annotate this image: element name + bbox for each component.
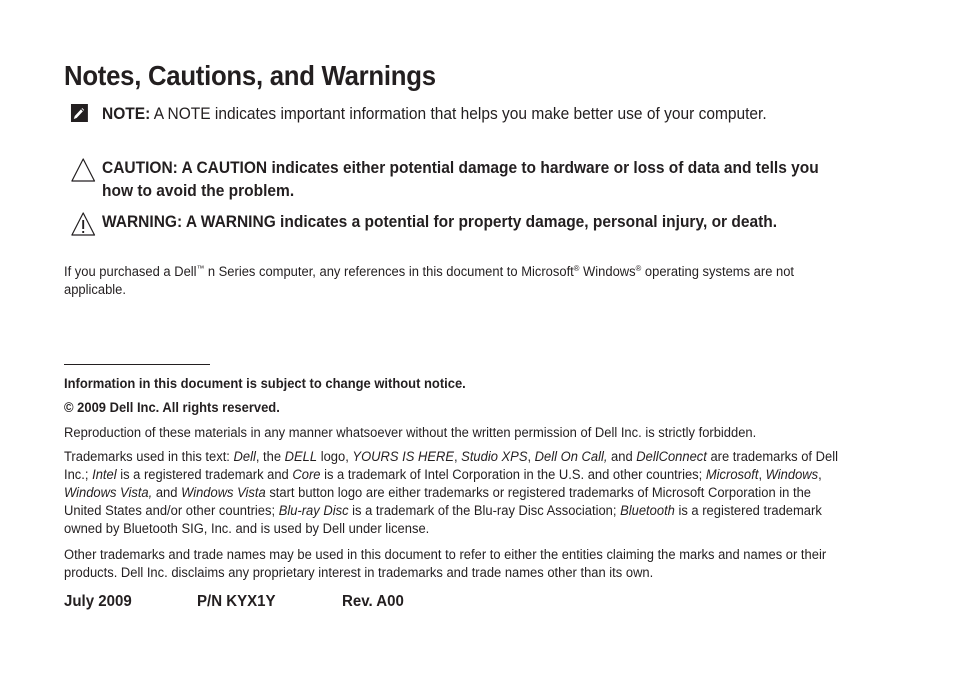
tm-italic: Windows Vista bbox=[181, 485, 266, 500]
warning-block bbox=[102, 211, 826, 234]
tm-text: is a registered trademark and bbox=[116, 467, 293, 482]
trademark-symbol: ™ bbox=[196, 264, 205, 273]
page-title: Notes, Cautions, and Warnings bbox=[64, 60, 436, 91]
tm-text: and bbox=[152, 485, 182, 500]
tm-italic: Windows bbox=[765, 467, 819, 482]
part-number: P/N KYX1Y bbox=[197, 593, 276, 610]
registered-symbol: ® bbox=[635, 264, 642, 273]
caution-triangle-icon bbox=[70, 157, 96, 190]
tm-italic: Microsoft bbox=[705, 467, 759, 482]
tm-text: start button logo are either trademarks or registered trademarks of Microsoft Corporation in the United States and/or other countries; bbox=[64, 485, 812, 518]
revision: Rev. A00 bbox=[342, 593, 404, 610]
tm-italic: Bluetooth bbox=[620, 503, 675, 518]
tm-text: , bbox=[453, 449, 462, 464]
other-trademarks-notice: Other trademarks and trade names may be used in this document to refer to either the entities claiming the marks and names or their products. Dell Inc. disclaims any proprietary interest in trademarks and trade names other than its own. bbox=[64, 547, 827, 580]
reproduction-notice: Reproduction of these materials in any manner whatsoever without the written permission of Dell Inc. is strictly forbidden. bbox=[64, 425, 757, 440]
trademarks-paragraph bbox=[64, 448, 851, 538]
registered-symbol: ® bbox=[573, 264, 580, 273]
publication-date: July 2009 bbox=[64, 593, 132, 610]
tm-italic: Windows Vista, bbox=[64, 485, 153, 500]
tm-italic: Studio XPS bbox=[461, 449, 528, 464]
tm-text: is a trademark of Intel Corporation in the U.S. and other countries; bbox=[320, 467, 706, 482]
tm-italic: DELL bbox=[284, 449, 318, 464]
tm-italic: DellConnect bbox=[636, 449, 707, 464]
caution-text: CAUTION: A CAUTION indicates either potential damage to hardware or loss of data and tells you how to avoid the problem. bbox=[102, 159, 819, 200]
warning-exclamation-triangle-icon bbox=[70, 211, 96, 244]
note-text: A NOTE indicates important information that helps you make better use of your computer. bbox=[153, 105, 767, 123]
tm-italic: Dell bbox=[233, 449, 256, 464]
tm-italic: Blu-ray Disc bbox=[278, 503, 349, 518]
purchase-text: If you purchased a Dell bbox=[64, 264, 197, 279]
tm-text: , the bbox=[255, 449, 285, 464]
tm-text: is a registered trademark owned by Bluetooth SIG, Inc. and is used by Dell under license. bbox=[64, 503, 822, 536]
change-notice: Information in this document is subject to change without notice. bbox=[64, 376, 466, 391]
purchase-text: operating systems are not applicable. bbox=[64, 264, 795, 297]
purchase-notice bbox=[64, 263, 851, 299]
note-block bbox=[102, 103, 826, 126]
note-label: NOTE: bbox=[102, 105, 151, 123]
tm-text: is a trademark of the Blu-ray Disc Association; bbox=[348, 503, 621, 518]
document-footer bbox=[64, 593, 464, 615]
tm-text: Trademarks used in this text: bbox=[64, 449, 234, 464]
tm-text: , bbox=[818, 467, 822, 482]
tm-italic: Core bbox=[292, 467, 321, 482]
tm-italic: Intel bbox=[92, 467, 117, 482]
purchase-text: n Series computer, any references in this document to Microsoft bbox=[204, 264, 574, 279]
note-pencil-icon bbox=[70, 103, 89, 130]
caution-block bbox=[102, 157, 826, 203]
tm-italic: YOURS IS HERE bbox=[352, 449, 454, 464]
tm-italic: Dell On Call, bbox=[534, 449, 608, 464]
copyright-notice: © 2009 Dell Inc. All rights reserved. bbox=[64, 400, 280, 415]
purchase-text: Windows bbox=[579, 264, 636, 279]
tm-text: are trademarks of Dell Inc.; bbox=[64, 449, 838, 482]
divider-line bbox=[64, 364, 210, 365]
tm-text: , bbox=[527, 449, 535, 464]
tm-text: logo, bbox=[317, 449, 353, 464]
tm-text: , bbox=[758, 467, 766, 482]
warning-text: WARNING: A WARNING indicates a potential for property damage, personal injury, or death. bbox=[102, 213, 778, 231]
tm-text: and bbox=[607, 449, 637, 464]
